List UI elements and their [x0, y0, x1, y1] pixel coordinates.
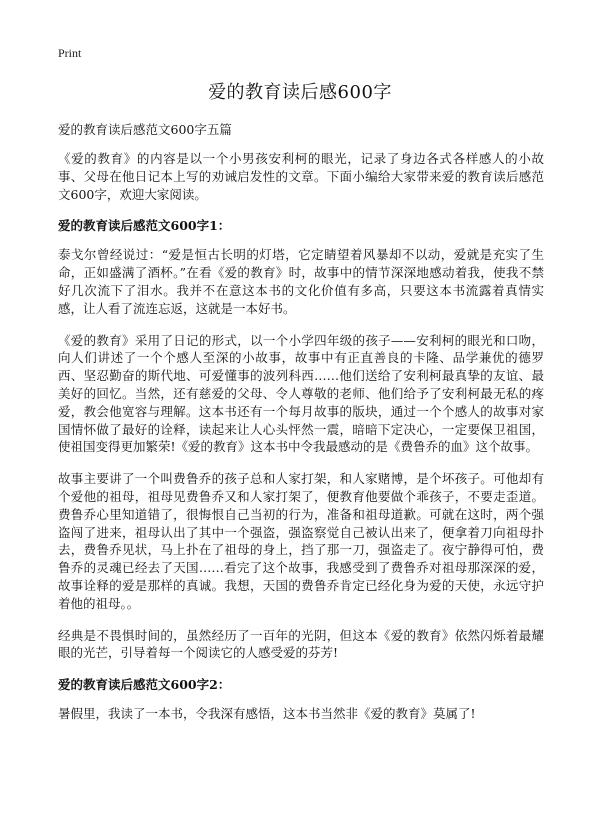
page-title: 爱的教育读后感600字 [208, 82, 392, 103]
section-heading-2: 爱的教育读后感范文600字2： [58, 677, 231, 693]
section-heading-1: 爱的教育读后感范文600字1： [58, 218, 231, 234]
section-1-paragraph-1: 泰戈尔曾经说过：“爱是恒古长明的灯塔，它定睛望着风暴却不以动，爱就是充实了生命，正如盛满了酒杯。”在看《爱的教育》时，故事中的情节深深地感动着我，使我不禁好几次流下了泪水。我并不在意这本书的文化价值有多高，只要这本书流露着真情实感，让人看了流连忘返，这就是一本好书。 [58, 247, 544, 316]
section-1-paragraph-3: 故事主要讲了一个叫费鲁乔的孩子总和人家打架，和人家赌博，是个坏孩子。可他却有个爱他的祖母，祖母见费鲁乔又和人家打架了，便教育他要做个乖孩子，不要走歪道。费鲁乔心里知道错了，很悔恨自己当初的行为，准备和祖母道歉。可就在这时，两个强盗闯了进来，祖母认出了其中一个强盗，强盗察觉自己被认出来了，便拿着刀向祖母扑去，费鲁乔见状，马上扑在了祖母的身上，挡了那一刀，强盗走了。夜宁静得可怕，费鲁乔的灵魂已经去了天国……看完了这个故事，我感受到了费鲁乔对祖母那深深的爱，故事诠释的爱是那样的真诚。我想，天国的费鲁乔肯定已经化身为爱的天使，永远守护着他的祖母。。 [58, 471, 544, 611]
intro-paragraph: 《爱的教育》的内容是以一个小男孩安利柯的眼光，记录了身边各式各样感人的小故事、父母在他日记本上写的劝诫启发性的文章。下面小编给大家带来爱的教育读后感范文600字，欢迎大家阅读。 [58, 151, 544, 202]
print-link[interactable]: Print [58, 46, 82, 60]
section-2-paragraph-1: 暑假里，我读了一本书，令我深有感悟，这本书当然非《爱的教育》莫属了! [58, 706, 476, 722]
section-1-paragraph-4: 经典是不畏惧时间的，虽然经历了一百年的光阴，但这本《爱的教育》依然闪烁着最耀眼的光芒，引导着每一个阅读它的人感受爱的芬芳! [58, 627, 544, 661]
page-subtitle: 爱的教育读后感范文600字五篇 [58, 122, 232, 137]
section-1-paragraph-2: 《爱的教育》采用了日记的形式，以一个小学四年级的孩子——安利柯的眼光和口吻，向人们讲述了一个个感人至深的小故事，故事中有正直善良的卡隆、品学兼优的德罗西、坚忍勤奋的斯代地、可爱懂事的波列科西……他们送给了安利柯最真挚的友谊、最美好的回忆。当然，还有慈爱的父母、令人尊敬的老师、他们给予了安利柯最无私的疼爱，教会他宽容与理解。这本书还有一个每月故事的版块，通过一个个感人的故事对家国情怀做了最好的诠释，读起来让人心头怦然一震，暗暗下定决心，一定要保卫祖国，使祖国变得更加繁荣!《爱的教育》这本书中令我最感动的是《费鲁乔的血》这个故事。 [58, 332, 544, 455]
article-body [58, 150, 544, 737]
